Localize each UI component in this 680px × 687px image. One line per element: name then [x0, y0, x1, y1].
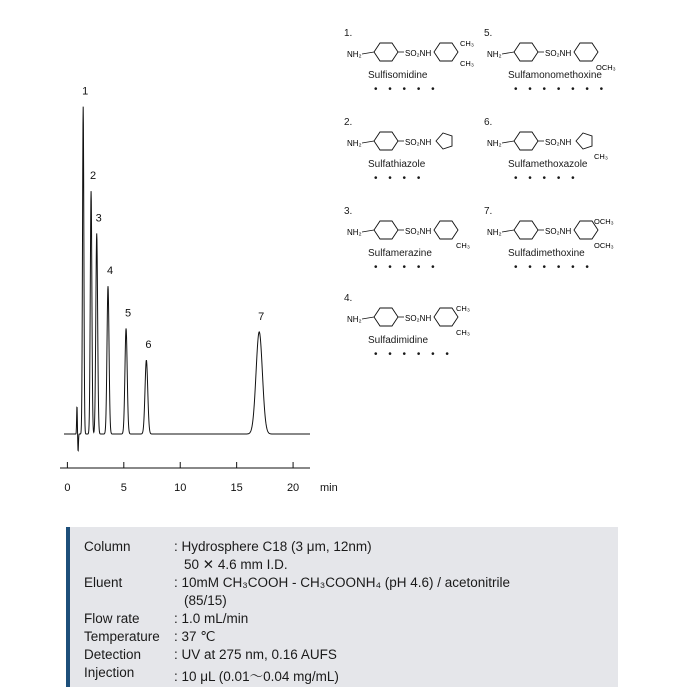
conditions-panel: [66, 527, 618, 687]
flow-rate-value: : 1.0 mL/min: [174, 611, 249, 626]
compound-number: 4.: [344, 293, 353, 304]
x-axis-unit: min: [320, 482, 338, 494]
compound-name: Sulfamerazine: [368, 248, 432, 259]
x-tick-label: 10: [174, 482, 187, 494]
compound-dots: • • • • •: [514, 173, 579, 184]
column-value: : Hydrosphere C18 (3 μm, 12nm): [174, 539, 372, 554]
compound-name: Sulfathiazole: [368, 159, 426, 170]
x-axis: [60, 462, 310, 494]
injection-label: Injection: [84, 665, 135, 680]
structure-icon: [344, 305, 524, 339]
eluent-ratio: (85/15): [184, 593, 227, 608]
compound-name: Sulfadimethoxine: [508, 248, 585, 259]
compound-name: Sulfisomidine: [368, 70, 428, 81]
compound-dots: • • • • •: [374, 84, 439, 95]
structure-icon: [484, 40, 664, 74]
peak-label-3: 3: [95, 212, 102, 225]
x-tick-label: 5: [120, 482, 127, 494]
substituent-label: CH₃: [460, 40, 474, 48]
amine-label: NH₂: [487, 50, 502, 59]
amine-label: NH₂: [347, 50, 362, 59]
x-tick-label: 15: [230, 482, 243, 494]
column-label: Column: [84, 539, 131, 554]
detection-label: Detection: [84, 647, 142, 662]
peak-label-1: 1: [82, 85, 89, 98]
compound-number: 1.: [344, 28, 353, 39]
eluent-label: Eluent: [84, 575, 123, 590]
linker-label: SO₂NH: [405, 227, 432, 236]
linker-label: SO₂NH: [405, 49, 432, 58]
compound-dots: • • • • • •: [374, 349, 453, 360]
compound-dots: • • • • • • •: [514, 84, 608, 95]
compound-dots: • • • • •: [374, 262, 439, 273]
amine-label: NH₂: [487, 139, 502, 148]
compound-number: 6.: [484, 117, 493, 128]
substituent-label: CH₃: [456, 328, 470, 337]
peak-label-7: 7: [258, 310, 265, 323]
linker-label: SO₂NH: [545, 138, 572, 147]
peak-label-4: 4: [106, 265, 114, 278]
temperature-value: : 37 ℃: [174, 629, 216, 644]
compound-number: 3.: [344, 206, 353, 217]
linker-label: SO₂NH: [405, 138, 432, 147]
compound-number: 5.: [484, 28, 493, 39]
compound-name: Sulfadimidine: [368, 335, 429, 346]
substituent-label: OCH₃: [594, 218, 614, 226]
substituent-label: CH₃: [456, 241, 470, 250]
peak-labels: [82, 86, 264, 351]
compound-number: 7.: [484, 206, 493, 217]
x-tick-label: 0: [64, 482, 71, 494]
detection-value: : UV at 275 nm, 0.16 AUFS: [174, 647, 337, 662]
amine-label: NH₂: [347, 315, 362, 324]
amine-label: NH₂: [487, 228, 502, 237]
linker-label: SO₂NH: [545, 49, 572, 58]
chromatogram-trace: [64, 107, 310, 451]
peak-label-5: 5: [125, 307, 132, 320]
compound-dots: • • • • • •: [514, 262, 593, 273]
substituent-label: CH₃: [460, 59, 474, 68]
peak-label-6: 6: [145, 339, 152, 352]
compound-name: Sulfamethoxazole: [508, 159, 588, 170]
linker-label: SO₂NH: [545, 227, 572, 236]
structure-icon: [484, 129, 664, 163]
injection-value: : 10 μL (0.01～0.04 mg/mL): [174, 669, 339, 684]
linker-label: SO₂NH: [405, 314, 432, 323]
peak-label-2: 2: [90, 170, 97, 183]
flow-rate-label: Flow rate: [84, 611, 140, 626]
amine-label: NH₂: [347, 139, 362, 148]
column-dimensions: 50 ✕ 4.6 mm I.D.: [184, 557, 288, 572]
amine-label: NH₂: [347, 228, 362, 237]
x-tick-label: 20: [286, 482, 300, 494]
compound-name: Sulfamonomethoxine: [508, 70, 602, 81]
structure-icon: [484, 218, 664, 252]
eluent-value: : 10mM CH₃COOH - CH₃COONH₄ (pH 4.6) / acetonitrile: [174, 575, 511, 590]
compound-dots: • • • •: [374, 173, 425, 184]
substituent-label: OCH₃: [596, 63, 616, 72]
substituent-label: CH₃: [594, 152, 608, 161]
compound-number: 2.: [344, 117, 353, 128]
temperature-label: Temperature: [84, 629, 160, 644]
substituent-label: CH₃: [456, 305, 470, 313]
substituent-label: OCH₃: [594, 241, 614, 250]
